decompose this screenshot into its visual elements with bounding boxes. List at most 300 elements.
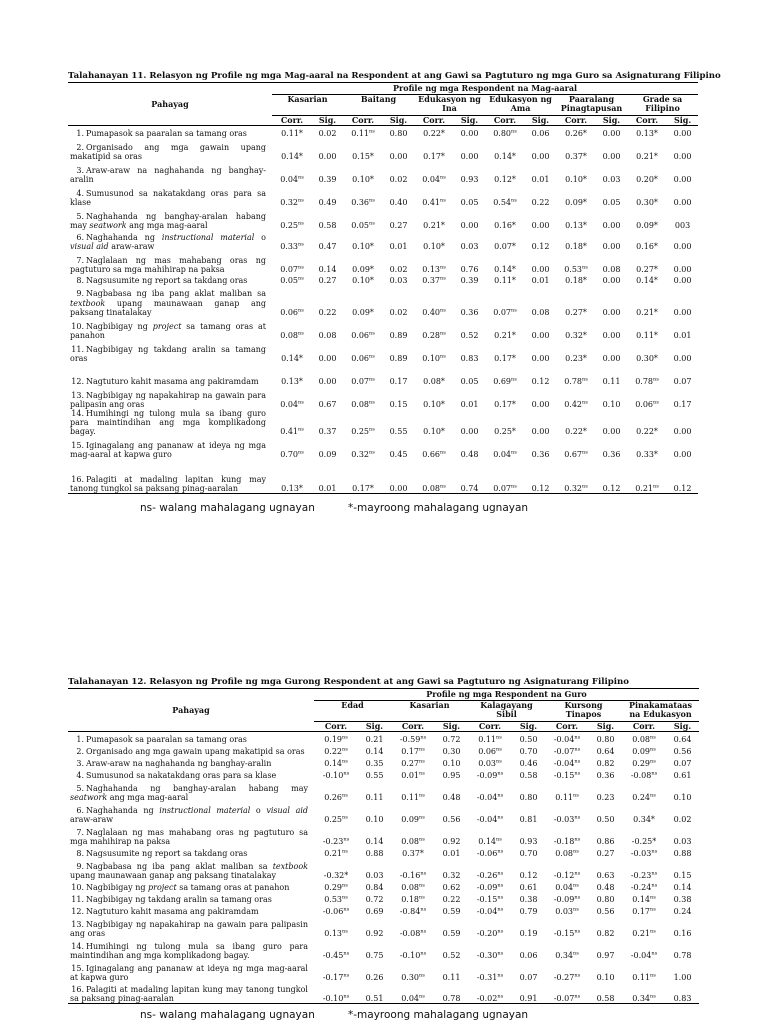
statement-text: Nagbibigay ng takdang aralin sa tamang oras (70, 344, 266, 363)
corr-value: 0.10* (423, 241, 445, 251)
ns-marker: ns (497, 770, 504, 777)
ns-marker: ns (574, 814, 581, 821)
sig-header: Sig. (358, 722, 391, 732)
ns-marker: ns (419, 758, 425, 765)
sig-value: 0.37 (318, 427, 337, 437)
corr-value: $0.41^{ns}$ (422, 197, 446, 207)
corr-value: 0.14* (494, 151, 516, 161)
corr-value: 0.14* (636, 275, 658, 285)
corr-value: 0.12* (494, 174, 516, 184)
sig-value: 0.22 (531, 197, 550, 207)
ns-marker: ns (440, 449, 446, 456)
corr-value: $-0.23^{ns}$ (630, 870, 658, 880)
ns-marker: ns (419, 972, 425, 979)
ns-marker: ns (419, 792, 425, 799)
corr-value: 0.13* (565, 220, 587, 230)
sig-value: 0.16 (673, 928, 692, 938)
table-row (68, 938, 699, 960)
sig-value: 0.45 (389, 450, 408, 460)
ns-marker: ns (343, 770, 350, 777)
corr-value: $-0.08^{ns}$ (630, 770, 658, 780)
sig-value: 0.17 (673, 399, 692, 409)
ns-marker: ns (573, 906, 579, 913)
sig-value: 0.15 (389, 399, 408, 409)
corr-value: 0.17* (423, 151, 445, 161)
statement-text: Nagbabasa ng iba pang aklat maliban sa textbook upang maunawaan ganap ang paksang tinatalakay (70, 289, 266, 317)
corr-value: 0.16* (494, 220, 516, 230)
ns-marker: ns (582, 264, 588, 271)
corr-value: $0.42^{ns}$ (564, 399, 588, 409)
ns-marker: ns (511, 376, 517, 383)
table-row (68, 317, 698, 340)
corr-value: 0.10* (352, 174, 374, 184)
corr-value: $0.32^{ns}$ (280, 197, 304, 207)
ns-marker: ns (369, 376, 375, 383)
sig-value: 0.01 (442, 848, 461, 858)
statement-cell (68, 938, 314, 960)
sig-value: 0.00 (602, 220, 621, 230)
ns-marker: ns (420, 928, 427, 935)
group-header-0: Kasarian (287, 94, 328, 105)
ns-marker: ns (511, 197, 517, 204)
sig-value: 0.00 (531, 220, 550, 230)
corr-value: $0.32^{ns}$ (556, 460, 596, 494)
statement-text: Naglalaan ng mas mahabang oras ng pagtuturo sa mga mahihirap na paksa (70, 827, 308, 846)
sig-header: Sig. (312, 116, 343, 126)
statement-cell (68, 184, 272, 207)
statement-number: 13. (71, 919, 84, 929)
sig-header: Sig. (383, 116, 414, 126)
sig-value: 0.82 (596, 758, 615, 768)
corr-header: Corr. (343, 116, 383, 126)
ns-marker: ns (298, 241, 304, 248)
sig-value: 0.59 (442, 906, 461, 916)
table-row (68, 744, 699, 756)
ns-marker: ns (653, 399, 659, 406)
corr-value: $0.25^{ns}$ (351, 426, 375, 437)
corr-value: 0.33* (636, 450, 658, 460)
corr-value: $-0.04^{ns}$ (476, 814, 504, 824)
statement-cell (68, 437, 272, 460)
table-row (68, 982, 699, 1004)
corr-value: 0.18* (565, 275, 587, 285)
sig-value: 0.80 (596, 894, 615, 904)
ns-marker: ns (440, 264, 446, 271)
sig-value: 0.12 (525, 460, 556, 494)
statement-number: 1. (76, 734, 84, 744)
statement-cell (68, 126, 272, 138)
sig-value: 0.00 (460, 151, 479, 161)
statement-text: Pumapasok sa paaralan sa tamang oras (86, 734, 247, 744)
sig-value: 0.38 (519, 894, 538, 904)
corr-value: $0.07^{ns}$ (493, 307, 517, 317)
corr-value: $-0.03^{ns}$ (630, 848, 658, 858)
sig-value: 0.52 (442, 950, 461, 960)
corr-value: $-0.07^{ns}$ (545, 982, 589, 1004)
ns-marker: ns (343, 906, 350, 913)
corr-value: $0.33^{ns}$ (280, 241, 304, 251)
sig-value: 0.27 (596, 848, 615, 858)
sig-value: 0.70 (519, 746, 538, 756)
corr-value: -0.25* (631, 836, 657, 846)
corr-value: 0.13* (281, 376, 303, 386)
ns-marker: ns (298, 275, 304, 282)
sig-value: 0.79 (519, 906, 538, 916)
table-row (68, 285, 698, 317)
sig-value: 0.14 (318, 264, 337, 274)
statement-cell (68, 960, 314, 982)
sig-value: 0.00 (602, 128, 621, 138)
corr-value: $-0.09^{ns}$ (553, 894, 581, 904)
corr-value: $0.07^{ns}$ (485, 460, 525, 494)
sig-header: Sig. (589, 722, 622, 732)
sig-value: 0.11 (365, 792, 384, 802)
corr-value: $0.41^{ns}$ (280, 426, 304, 437)
statement-cell (68, 230, 272, 251)
statement-number: 10. (71, 882, 84, 892)
ns-marker: ns (497, 848, 504, 855)
corr-value: $0.11^{ns}$ (478, 734, 502, 744)
sig-value: 0.78 (435, 982, 468, 1004)
sig-value: 0.00 (531, 330, 550, 340)
sig-value: 0.19 (519, 928, 538, 938)
sig-value: 0.40 (389, 197, 408, 207)
profile-group-title: Profile ng mga Respondent na Mag-aaral (272, 83, 698, 95)
corr-header: Corr. (272, 116, 312, 126)
corr-value: -0.32* (323, 870, 349, 880)
sig-value: 0.02 (673, 814, 692, 824)
sig-value: 0.39 (460, 275, 479, 285)
sig-value: 0.07 (673, 758, 692, 768)
sig-value: 0.08 (602, 264, 621, 274)
sig-value: 0.00 (389, 151, 408, 161)
sig-value: 0.52 (460, 330, 479, 340)
corr-value: $0.04^{ns}$ (493, 449, 517, 460)
ns-marker: ns (573, 848, 579, 855)
ns-marker: ns (419, 770, 425, 777)
statement-cell (68, 274, 272, 285)
corr-value: $0.67^{ns}$ (564, 449, 588, 460)
ns-marker: ns (369, 128, 375, 135)
statement-text: Nagbibigay ng takdang aralin sa tamang oras (86, 894, 272, 904)
statement-cell (68, 780, 314, 802)
sig-value: 0.89 (389, 353, 408, 363)
ns-marker: ns (419, 746, 425, 753)
ns-marker: ns (440, 330, 446, 337)
corr-value: $0.08^{ns}$ (401, 836, 425, 846)
corr-value: $-0.15^{ns}$ (553, 928, 581, 938)
statement-cell (68, 768, 314, 780)
table-11-grid (68, 82, 698, 494)
corr-value: $0.14^{ns}$ (478, 836, 502, 846)
statement-cell (68, 904, 314, 916)
corr-value: $0.21^{ns}$ (632, 928, 656, 938)
ns-marker: ns (440, 174, 446, 181)
corr-value: $-0.84^{ns}$ (399, 906, 427, 916)
ns-marker: ns (419, 814, 425, 821)
table-row (68, 880, 699, 892)
corr-value: 0.17* (494, 353, 516, 363)
sig-value: 0.84 (365, 882, 384, 892)
ns-marker: ns (298, 197, 304, 204)
ns-marker: ns (342, 928, 348, 935)
ns-marker: ns (574, 894, 581, 901)
ns-marker: ns (342, 848, 348, 855)
corr-value: $-0.06^{ns}$ (476, 848, 504, 858)
corr-value: $0.11^{ns}$ (555, 792, 579, 802)
sig-value: 0.88 (673, 848, 692, 858)
corr-value: $0.03^{ns}$ (555, 906, 579, 916)
corr-value: $0.01^{ns}$ (401, 770, 425, 780)
ns-marker: ns (653, 483, 659, 490)
sig-value: 0.59 (442, 928, 461, 938)
sig-value: 0.21 (365, 734, 384, 744)
sig-value: 0.03 (602, 174, 621, 184)
corr-value: 0.22* (423, 128, 445, 138)
sig-value: 0.26 (365, 972, 384, 982)
statement-text: Nagtuturo kahit masama ang pakiramdam (86, 376, 259, 386)
corr-value: $-0.04^{ns}$ (476, 906, 504, 916)
statement-number: 9. (76, 861, 84, 871)
corr-value: $0.06^{ns}$ (635, 399, 659, 409)
sig-value: 0.02 (318, 128, 337, 138)
sig-value: 0.58 (519, 770, 538, 780)
statement-text: Pumapasok sa paaralan sa tamang oras (86, 128, 247, 138)
ns-marker: ns (651, 770, 658, 777)
statement-text: Palagiti at madaling lapitan kung may tanong tungkol sa paksang pinag-aaralan (70, 985, 308, 1004)
ns-marker: ns (497, 792, 504, 799)
ns-marker: ns (369, 197, 375, 204)
corr-value: 0.10* (423, 427, 445, 437)
statement-cell (68, 802, 314, 824)
sig-value: 0.00 (673, 174, 692, 184)
statement-cell (68, 744, 314, 756)
sig-value: 0.62 (442, 882, 461, 892)
corr-value: $0.03^{ns}$ (478, 758, 502, 768)
table-row (68, 824, 699, 846)
corr-value: 0.27* (636, 264, 658, 274)
sig-value: 1.00 (673, 972, 692, 982)
ns-marker: ns (298, 399, 304, 406)
ns-marker: ns (573, 792, 579, 799)
table-row (68, 768, 699, 780)
table-row (68, 437, 698, 460)
ns-marker: ns (298, 264, 304, 271)
table-11 (68, 70, 721, 494)
group-header-2: Kalagayang Sibil (480, 700, 533, 720)
sig-value: 0.01 (312, 460, 343, 494)
ns-marker: ns (582, 399, 588, 406)
corr-value: 0.21* (423, 220, 445, 230)
sig-value: 0.22 (318, 307, 337, 317)
corr-value: $-0.26^{ns}$ (476, 870, 504, 880)
corr-value: $0.13^{ns}$ (324, 928, 348, 938)
ns-marker: ns (419, 894, 425, 901)
corr-value: $0.19^{ns}$ (324, 734, 348, 744)
sig-value: 0.11 (602, 376, 621, 386)
statement-cell (68, 363, 272, 386)
corr-value: $-0.15^{ns}$ (553, 770, 581, 780)
ns-marker: ns (369, 426, 375, 433)
statement-number: 7. (76, 255, 84, 265)
sig-value: 0.12 (519, 870, 538, 880)
corr-value: 0.09* (352, 307, 374, 317)
statement-cell (68, 732, 314, 744)
corr-value: 0.20* (636, 174, 658, 184)
sig-value: 0.12 (531, 376, 550, 386)
statement-number: 12. (71, 376, 84, 386)
statement-number: 16. (71, 985, 84, 994)
corr-value: $-0.15^{ns}$ (476, 894, 504, 904)
statement-number: 16. (71, 474, 84, 484)
statement-cell (68, 824, 314, 846)
sig-value: 0.91 (512, 982, 545, 1004)
sig-value: 0.01 (531, 174, 550, 184)
sig-value: 0.93 (519, 836, 538, 846)
corr-value: 0.21* (494, 330, 516, 340)
corr-value: $0.04^{ns}$ (391, 982, 435, 1004)
sig-value: 0.58 (318, 220, 337, 230)
sig-value: 0.00 (602, 275, 621, 285)
corr-value: $-0.09^{ns}$ (476, 770, 504, 780)
corr-value: $-0.23^{ns}$ (322, 836, 350, 846)
sig-value: 0.00 (531, 427, 550, 437)
statement-text: Nagbabasa ng iba pang aklat maliban sa textbook upang maunawaan ganap ang paksang tinatalakay (70, 861, 308, 880)
corr-value: $-0.03^{ns}$ (553, 814, 581, 824)
ns-marker: ns (497, 928, 504, 935)
sig-value: 0.03 (460, 241, 479, 251)
statement-number: 14. (71, 941, 84, 951)
sig-value: 0.00 (602, 330, 621, 340)
sig-value: 0.00 (318, 353, 337, 363)
corr-value: $0.06^{ns}$ (351, 353, 375, 363)
pahayag-header: Pahayag (68, 83, 272, 126)
table-row (68, 363, 698, 386)
sig-value: 0.51 (358, 982, 391, 1004)
corr-value: $-0.18^{ns}$ (553, 836, 581, 846)
ns-marker: ns (420, 950, 427, 957)
ns-marker: ns (650, 993, 656, 1000)
corr-value: $0.22^{ns}$ (324, 746, 348, 756)
statement-text: Nagsusumite ng report sa takdang oras (86, 848, 248, 858)
corr-value: 0.14* (494, 264, 516, 274)
corr-value: 0.32* (565, 330, 587, 340)
sig-value: 0.36 (596, 770, 615, 780)
corr-value: $0.28^{ns}$ (422, 330, 446, 340)
ns-marker: ns (653, 376, 659, 383)
corr-value: $-0.07^{ns}$ (553, 746, 581, 756)
statement-number: 8. (76, 848, 84, 858)
corr-value: $0.09^{ns}$ (401, 814, 425, 824)
sig-value: 0.06 (531, 128, 550, 138)
sig-value: 0.03 (365, 870, 384, 880)
statement-cell (68, 846, 314, 858)
corr-value: $0.69^{ns}$ (493, 376, 517, 386)
ns-marker: ns (574, 836, 581, 843)
ns-marker: ns (440, 197, 446, 204)
sig-header: Sig. (435, 722, 468, 732)
sig-value: 0.00 (602, 427, 621, 437)
sig-value: 0.69 (365, 906, 384, 916)
statement-text: Iginagalang ang pananaw at ideya ng mga mag-aaral at kapwa guro (70, 441, 266, 460)
corr-value: $0.05^{ns}$ (351, 220, 375, 230)
corr-value: $0.24^{ns}$ (632, 792, 656, 802)
sig-value: 0.93 (460, 174, 479, 184)
sig-value: 0.00 (531, 264, 550, 274)
sig-value: 0.83 (666, 982, 699, 1004)
ns-marker: ns (369, 220, 375, 227)
corr-value: 0.10* (565, 174, 587, 184)
corr-value: 0.21* (636, 307, 658, 317)
corr-value: $0.09^{ns}$ (632, 746, 656, 756)
corr-value: $-0.04^{ns}$ (553, 758, 581, 768)
corr-value: 0.37* (565, 151, 587, 161)
statement-text: Sumusunod sa nakatakdang oras para sa klase (86, 770, 277, 780)
ns-marker: ns (650, 734, 656, 741)
table-12-caption: Talahanayan 12. Relasyon ng Profile ng mga Gurong Respondent at ang Gawi sa Pagtuturo ng Asignaturang Filipino (68, 677, 630, 687)
sig-value: 0.05 (460, 197, 479, 207)
sig-value: 0.00 (531, 399, 550, 409)
corr-value: $0.25^{ns}$ (280, 220, 304, 230)
corr-value: 0.15* (352, 151, 374, 161)
sig-value: 0.36 (460, 307, 479, 317)
corr-value: $0.34^{ns}$ (555, 950, 579, 960)
corr-value: $-0.24^{ns}$ (630, 882, 658, 892)
sig-value: 0.97 (596, 950, 615, 960)
ns-marker: ns (574, 770, 581, 777)
sig-value: 0.10 (365, 814, 384, 824)
ns-marker: ns (440, 275, 446, 282)
corr-value: 0.23* (565, 353, 587, 363)
ns-marker: ns (582, 449, 588, 456)
corr-value: $0.29^{ns}$ (324, 882, 348, 892)
corr-value: 0.14* (281, 353, 303, 363)
sig-value: 0.50 (519, 734, 538, 744)
ns-marker: ns (573, 882, 579, 889)
ns-marker: ns (420, 734, 427, 741)
corr-value: 0.30* (636, 353, 658, 363)
sig-value: 0.49 (318, 197, 337, 207)
ns-marker: ns (419, 882, 425, 889)
sig-value: 0.00 (602, 307, 621, 317)
sig-value: 0.02 (389, 307, 408, 317)
corr-value: $0.80^{ns}$ (493, 128, 517, 138)
corr-value: $0.11^{ns}$ (351, 128, 375, 138)
ns-marker: ns (369, 449, 375, 456)
ns-marker: ns (497, 814, 504, 821)
sig-value: 0.12 (531, 241, 550, 251)
sig-value: 0.75 (365, 950, 384, 960)
corr-value: 0.07* (494, 241, 516, 251)
corr-value: $0.06^{ns}$ (478, 746, 502, 756)
ns-marker: ns (298, 449, 304, 456)
corr-value: $0.13^{ns}$ (422, 264, 446, 274)
corr-value: $0.08^{ns}$ (555, 848, 579, 858)
sig-value: 0.80 (519, 792, 538, 802)
sig-value: 0.10 (596, 972, 615, 982)
ns-marker: ns (650, 792, 656, 799)
corr-value: $0.78^{ns}$ (564, 376, 588, 386)
sig-value: 0.02 (389, 264, 408, 274)
sig-value: 0.12 (596, 460, 627, 494)
corr-value: 0.25* (494, 427, 516, 437)
corr-value: $0.07^{ns}$ (280, 264, 304, 274)
corr-value: $0.25^{ns}$ (324, 814, 348, 824)
statement-text: Humihingi ng tulong mula sa ibang guro para maintindihan ang mga komplikadong bagay. (70, 941, 308, 960)
sig-value: 0.24 (673, 906, 692, 916)
corr-header: Corr. (627, 116, 667, 126)
corr-value: $-0.04^{ns}$ (553, 734, 581, 744)
